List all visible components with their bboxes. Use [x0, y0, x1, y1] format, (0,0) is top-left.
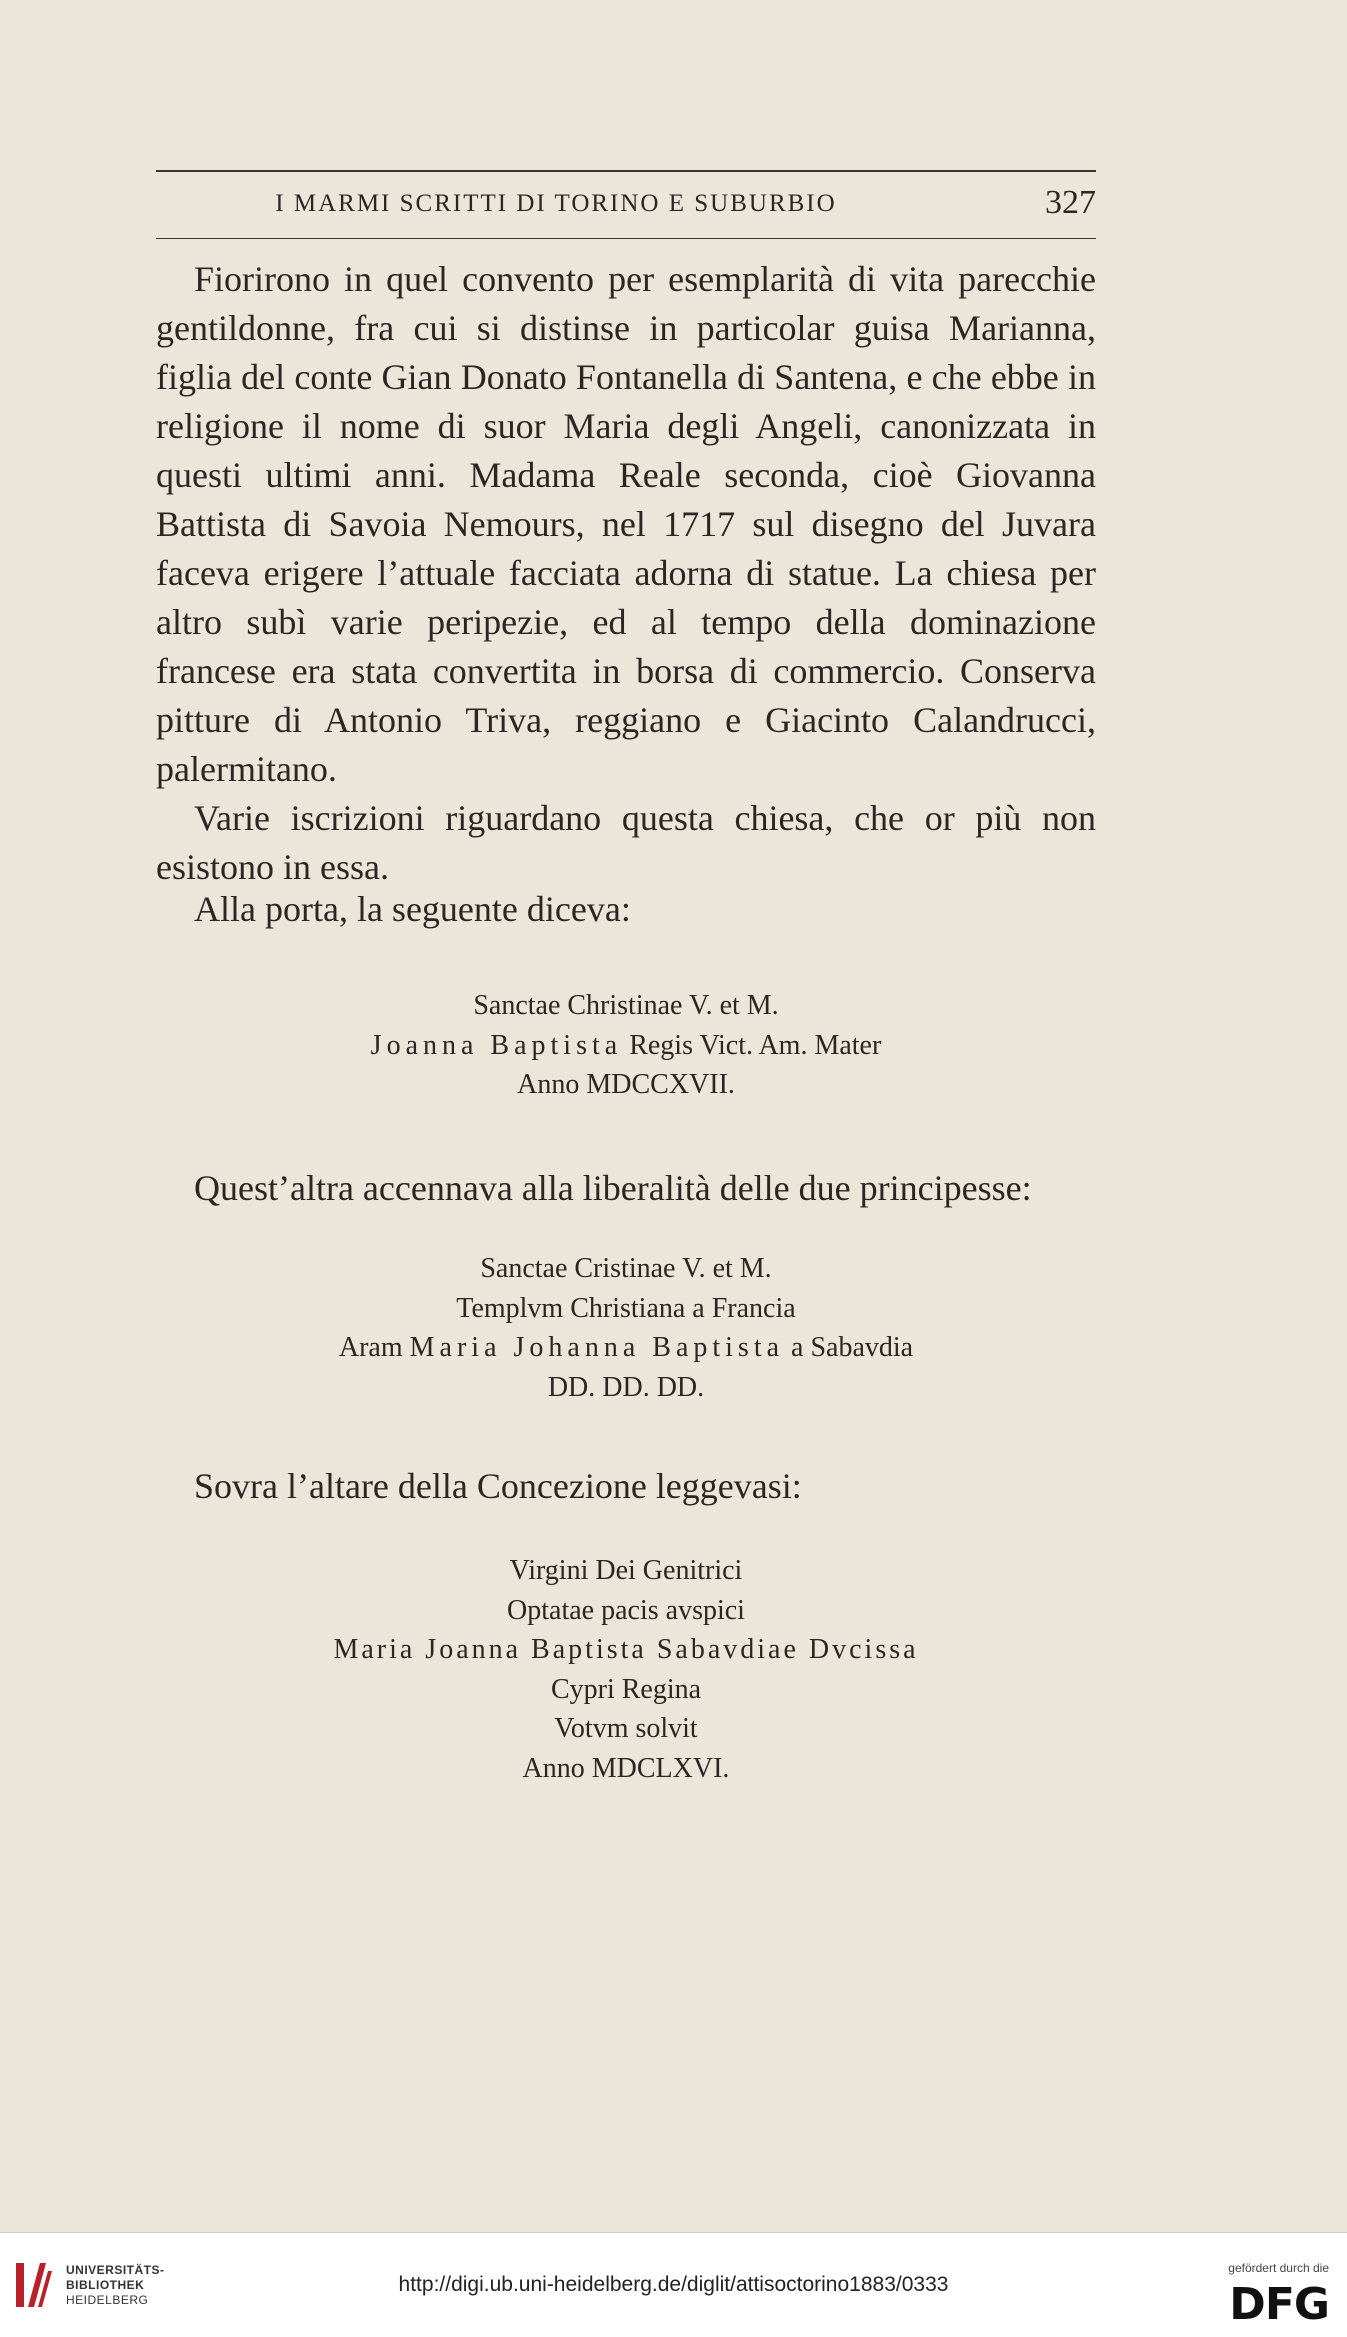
inscription-1-title: Regis Vict. Am. Mater [629, 1029, 882, 1061]
inscription-2-line-1: Sanctae Cristinae V. et M. [480, 1253, 772, 1284]
inscription-3-line-1: Virgini Dei Genitrici [509, 1555, 743, 1586]
inscription-3-line-6: Anno MDCLXVI. [522, 1752, 730, 1784]
inscription-porta [156, 986, 1096, 1105]
inscription-1-line-3: Anno MDCCXVII. [517, 1069, 735, 1100]
inscription-2-aram: Aram [338, 1332, 403, 1363]
inscription-3-line-3: Maria Joanna Baptista Sabavdiae Dvcissa [333, 1634, 919, 1665]
library-line-1: UNIVERSITÄTS- [66, 2263, 165, 2277]
viewer-footer [0, 2232, 1347, 2337]
inscription-2-line-4: DD. DD. DD. [547, 1371, 705, 1403]
page-number: 327 [1045, 184, 1096, 221]
funded-by-label: gefördert durch die [1228, 2261, 1329, 2275]
body-text [156, 255, 1096, 892]
document-url-link[interactable]: http://digi.ub.uni-heidelberg.de/diglit/attisoctorino1883/0333 [398, 2273, 949, 2296]
inscription-concezione [156, 1551, 1096, 1788]
paragraph-1: Fiorirono in quel convento per esemplarità di vita parecchie gentildonne, fra cui si distinse in particolar guisa Marianna, figlia del conte Gian Donato Fontanella di Santena, e che ebbe in religione il nome di suor Maria degli Angeli, canonizzata in questi ultimi anni. Madama Reale seconda, cioè Giovanna Battista di Savoia Nemours, nel 1717 sul disegno del Juvara faceva erigere l’attuale facciata adorna di statue. La chiesa per altro subì varie peripezie, ed al tempo della dominazione francese era stata convertita in borsa di commercio. Conserva pitture di Antonio Triva, reggiano e Giacinto Calandrucci, palermitano. [156, 259, 1096, 789]
running-title: I MARMI SCRITTI DI TORINO E SUBURBIO [275, 190, 837, 217]
library-line-2: BIBLIOTHEK [66, 2278, 145, 2292]
inscription-1-line-1: Sanctae Christinae V. et M. [473, 990, 779, 1021]
dfg-logo: DFG [1229, 2279, 1329, 2330]
intro-concezione: Sovra l’altare della Concezione leggevasi: [194, 1466, 802, 1506]
paragraph-2: Varie iscrizioni riguardano questa chiesa, che or più non esistono in essa. [156, 798, 1096, 887]
intro-liberalita: Quest’altra accennava alla liberalità delle due principesse: [194, 1168, 1032, 1208]
inscription-2-name: Maria Johanna Baptista [409, 1332, 785, 1363]
inscription-1-name: Joanna Baptista [370, 1029, 623, 1061]
inscription-1-line-2 [156, 1026, 1096, 1066]
inscription-liberalita [156, 1249, 1096, 1407]
inscription-2-line-3 [156, 1328, 1096, 1368]
intro-porta: Alla porta, la seguente diceva: [194, 889, 631, 929]
header-rule-top [156, 170, 1096, 172]
inscription-3-line-2: Optatae pacis avspici [507, 1594, 745, 1626]
inscription-3-line-5: Votvm solvit [554, 1713, 698, 1744]
library-line-3: HEIDELBERG [66, 2293, 149, 2307]
inscription-3-line-4: Cypri Regina [550, 1673, 702, 1705]
header-rule-bottom [156, 238, 1096, 239]
page-header [156, 184, 1096, 234]
inscription-2-line-2: Templvm Christiana a Francia [456, 1292, 796, 1324]
inscription-2-place: a Sabavdia [791, 1332, 914, 1363]
